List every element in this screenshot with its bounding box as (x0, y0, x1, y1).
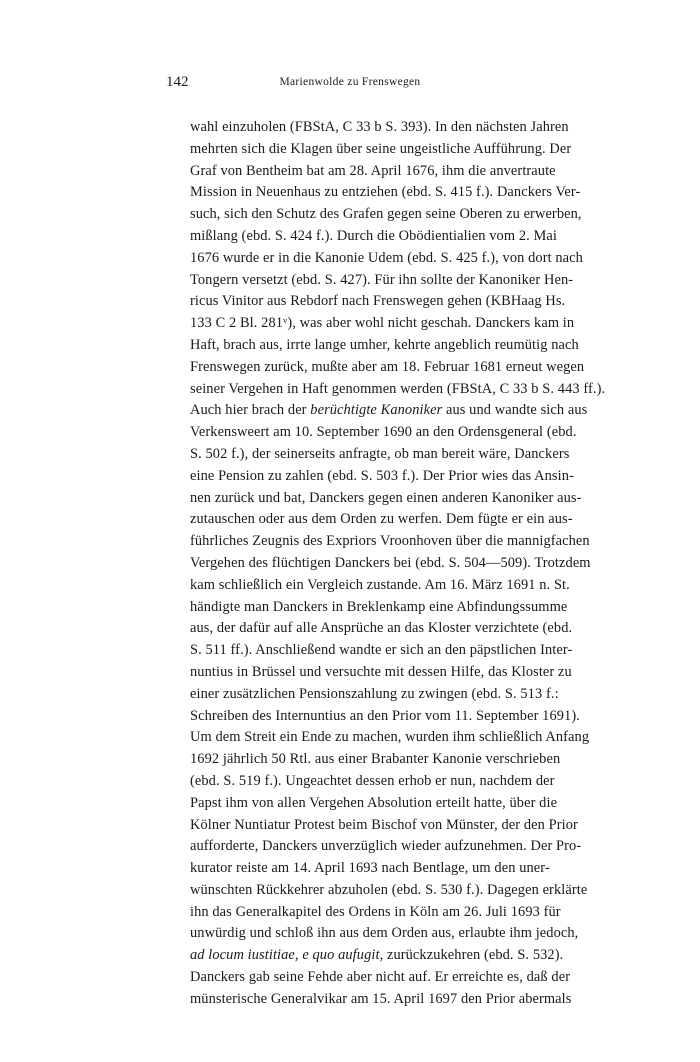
text-line: einer zusätzlichen Pensionszahlung zu zwingen (ebd. S. 513 f.: (190, 685, 559, 702)
text-line: Graf von Bentheim bat am 28. April 1676, ihm die anvertraute (190, 162, 556, 179)
text-line: Auch hier brach der berüchtigte Kanoniker aus und wandte sich aus (190, 402, 588, 419)
text-line: (ebd. S. 519 f.). Ungeachtet dessen erhob er nun, nachdem der (190, 772, 555, 789)
text-line: Danckers gab seine Fehde aber nicht auf. Er erreichte es, daß der (190, 969, 571, 986)
text-line: zutauschen oder aus dem Orden zu werfen. Dem fügte er ein aus- (190, 511, 573, 528)
running-title: Marienwolde zu Frenswegen (279, 76, 421, 88)
text-line: Um dem Streit ein Ende zu machen, wurden ihm schließlich Anfang (190, 729, 590, 746)
text-line: 1692 jährlich 50 Rtl. aus einer Brabanter Kanonie verschrieben (190, 751, 561, 768)
italic-phrase: berüchtigte Kanoniker (310, 402, 443, 419)
text-line: Haft, brach aus, irrte lange umher, kehrte angeblich reumütig nach (190, 336, 579, 353)
text-line: händigte man Danckers in Breklenkamp eine Abfindungssumme (190, 598, 568, 615)
text-line: Vergehen des flüchtigen Danckers bei (ebd. S. 504—509). Trotzdem (190, 554, 591, 571)
text-line: S. 511 ff.). Anschließend wandte er sich an den päpstlichen Inter- (190, 642, 573, 659)
text-line: Mission in Neuenhaus zu entziehen (ebd. S. 415 f.). Danckers Ver- (190, 184, 581, 201)
body-paragraph (190, 117, 606, 1011)
text-line: führliches Zeugnis des Expriors Vroonhoven über die mannigfachen (190, 533, 590, 550)
text-line: nuntius in Brüssel und versuchte mit dessen Hilfe, das Kloster zu (190, 663, 572, 680)
page-header (0, 74, 700, 98)
text-line: aus, der dafür auf alle Ansprüche an das Kloster verzichtete (ebd. (190, 620, 573, 637)
text-line: eine Pension zu zahlen (ebd. S. 503 f.). Der Prior wies das Ansin- (190, 467, 574, 484)
text-line: Kölner Nuntiatur Protest beim Bischof von Münster, der den Prior (190, 816, 578, 833)
text-line: münsterische Generalvikar am 15. April 1697 den Prior abermals (190, 990, 572, 1007)
text-line: Frenswegen zurück, mußte aber am 18. Februar 1681 erneut wegen (190, 358, 585, 375)
text-line: Tongern versetzt (ebd. S. 427). Für ihn sollte der Kanoniker Hen- (190, 271, 574, 288)
text-line: nen zurück und bat, Danckers gegen einen anderen Kanoniker aus- (190, 489, 582, 506)
text-line: S. 502 f.), der seinerseits anfragte, ob man bereit wäre, Danckers (190, 445, 570, 462)
text-line: Papst ihm von allen Vergehen Absolution erteilt hatte, über die (190, 794, 558, 811)
text-line: 1676 wurde er in die Kanonie Udem (ebd. S. 425 f.), von dort nach (190, 249, 583, 266)
text-line: Schreiben des Internuntius an den Prior vom 11. September 1691). (190, 707, 580, 724)
text-line: mißlang (ebd. S. 424 f.). Durch die Obödientialien vom 2. Mai (190, 227, 557, 244)
text-line: seiner Vergehen in Haft genommen werden (FBStA, C 33 b S. 443 ff.). (190, 380, 606, 397)
text-line: such, sich den Schutz des Grafen gegen seine Oberen zu erwerben, (190, 206, 582, 223)
text-line: aufforderte, Danckers unverzüglich wieder aufzunehmen. Der Pro- (190, 838, 582, 855)
text-line: wünschten Rückkehrer abzuholen (ebd. S. 530 f.). Dagegen erklärte (190, 881, 588, 898)
text-line: Verkensweert am 10. September 1690 an den Ordensgeneral (ebd. (190, 424, 577, 441)
text-line: ad locum iustitiae, e quo aufugit, zurückzukehren (ebd. S. 532). (190, 947, 564, 964)
text-line: ricus Vinitor aus Rebdorf nach Frenswegen gehen (KBHaag Hs. (190, 293, 566, 310)
text-line: 133 C 2 Bl. 281ᵛ), was aber wohl nicht geschah. Danckers kam in (190, 315, 575, 332)
text-line: kurator reiste am 14. April 1693 nach Bentlage, um den uner- (190, 860, 550, 877)
text-line: unwürdig und schloß ihn aus dem Orden aus, erlaubte ihm jedoch, (190, 925, 579, 942)
text-line: kam schließlich ein Vergleich zustande. Am 16. März 1691 n. St. (190, 576, 570, 593)
page-number: 142 (166, 74, 189, 90)
text-line: wahl einzuholen (FBStA, C 33 b S. 393). In den nächsten Jahren (190, 119, 569, 135)
italic-phrase: ad locum iustitiae, e quo aufugit, (190, 947, 384, 964)
text-line: ihn das Generalkapitel des Ordens in Köln am 26. Juli 1693 für (190, 903, 561, 920)
text-line: mehrten sich die Klagen über seine ungeistliche Aufführung. Der (190, 140, 572, 157)
